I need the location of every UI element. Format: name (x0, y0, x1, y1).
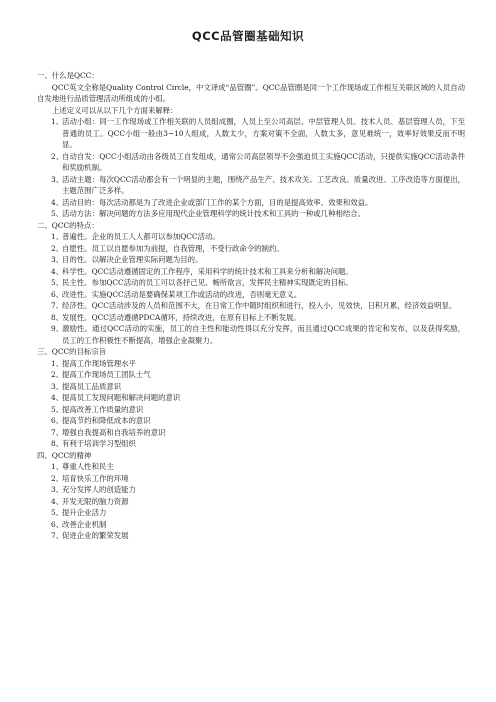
item-text: 科学性。QCC活动遵循固定的工作程序，采用科学的统计技术和工具来分析和解决问题。 (62, 266, 353, 276)
list-item (37, 415, 465, 427)
list-item (37, 427, 465, 439)
item-text: 提升企业活力 (62, 508, 107, 517)
item-text: 活动方法：解决问题的方法多应用现代企业管理科学的统计技术和工具的一种或几种相结合。 (62, 209, 366, 218)
list-item (37, 461, 465, 473)
item-text: 提高员工品质意识 (62, 381, 122, 391)
list-item (37, 289, 465, 301)
item-text: 尊重人性和民主 (62, 462, 114, 471)
item-number: 3、 (51, 485, 64, 494)
item-text: 自愿性。员工以自愿参加为前提，自我管理，不受行政命令的制约。 (62, 243, 284, 253)
list-item (37, 277, 465, 289)
item-number: 5、 (51, 209, 64, 218)
document-body (37, 70, 465, 542)
item-text: 发展性。QCC活动遵循PDCA循环，持续改进，在原有目标上不断发展。 (62, 312, 301, 322)
item-number: 4、 (51, 266, 64, 276)
item-text: 提高节约和降低成本的意识 (62, 416, 151, 425)
item-text: 培育快乐工作的环境 (62, 473, 129, 483)
item-number: 1、 (51, 358, 64, 368)
item-text: 有利于培训学习型组织 (62, 439, 136, 448)
list-item (37, 381, 465, 393)
list-item (37, 507, 465, 519)
list-item (37, 116, 465, 151)
item-text: 充分发挥人的创造能力 (62, 485, 136, 494)
item-text: 激励性。通过QCC活动的实施，员工的自主性和能动性得以充分发挥，而且通过QCC成果的肯定和发布，以及获得奖励，员工的工作积极性不断提高，增强企业凝聚力。 (62, 324, 465, 345)
item-number: 3、 (51, 381, 64, 391)
item-text: 提高工作现场管理水平 (62, 358, 136, 368)
item-number: 3、 (51, 174, 64, 184)
item-text: 自动自发：QCC小组活动由各级员工自发组成，通常公司高层领导不会强迫员工实施QCC活动，只提供实施QCC活动条件和奖励机制。 (62, 151, 465, 172)
section-1-intro: 上述定义可以从以下几个方面来解释： (51, 105, 178, 115)
list-item (37, 473, 465, 485)
item-text: 改善企业机制 (62, 519, 107, 529)
item-text: 提高工作现场员工团队士气 (62, 370, 151, 379)
item-number: 8、 (51, 439, 64, 448)
list-item (37, 151, 465, 174)
item-number: 6、 (51, 519, 64, 529)
list-item (37, 519, 465, 531)
section-1-heading: 一、什么是QCC： (37, 71, 99, 80)
list-item (37, 438, 465, 450)
list-item (37, 392, 465, 404)
list-item (37, 323, 465, 346)
section-3-heading: 三、QCC的目标宗旨 (37, 347, 107, 356)
item-number: 4、 (51, 393, 64, 402)
item-text: 提高改善工作质量的意识 (62, 404, 144, 414)
item-number: 5、 (51, 508, 64, 517)
item-text: 目的性。以解决企业管理实际问题为目的。 (62, 255, 203, 264)
list-item (37, 484, 465, 496)
item-text: 活动小组：同一工作现场或工作相关联的人员组成圈，人员上至公司高层、中层管理人员、技术人员、基层管理人员，下至普通的员工。QCC小组一般由3~10人组成，人数太少，方案对策不全面，人数太多，意见难统一，效率好效果反而不明显。 (62, 117, 465, 149)
item-number: 5、 (51, 404, 64, 414)
section-1-paragraph: QCC英文全称是Quality Control Circle，中文译成“品管圈”。QCC品管圈是同一个工作现场或工作相互关联区域的人员自动自发地进行品质管理活动所组成的小组。 (37, 82, 465, 103)
list-item (37, 404, 465, 416)
page-title: QCC品管圈基础知识 (191, 29, 305, 43)
item-text: 活动主题：每次QCC活动都会有一个明显的主题，围绕产品生产、技术攻关、工艺改良、质量改进、工序改造等方面提出，主题范围广泛多样。 (62, 174, 465, 195)
item-number: 2、 (51, 243, 64, 253)
item-number: 9、 (51, 324, 64, 333)
item-number: 1、 (51, 462, 64, 471)
item-text: 增强自我提高和自我培养的意识 (62, 427, 166, 437)
item-text: 经济性。QCC活动涉及的人员和范围不大，在日常工作中随时组织和进行，投入小，见效快，日积月累，经济效益明显。 (62, 301, 457, 310)
item-number: 7、 (51, 427, 64, 437)
item-number: 7、 (51, 531, 64, 540)
item-text: 促进企业的繁荣发展 (62, 531, 129, 540)
list-item (37, 496, 465, 508)
item-number: 2、 (51, 370, 64, 379)
item-number: 7、 (51, 301, 64, 310)
item-number: 4、 (51, 496, 64, 506)
list-item (37, 243, 465, 255)
item-number: 6、 (51, 416, 64, 425)
item-text: 开发无限的脑力资源 (62, 496, 129, 506)
item-text: 活动目的：每次活动都是为了改进企业或部门工作的某个方面，目的是提高效率、效果和效益。 (62, 197, 373, 207)
item-number: 1、 (51, 232, 64, 241)
item-number: 8、 (51, 312, 64, 322)
section-2-heading: 二、QCC的特点： (37, 220, 99, 230)
list-item (37, 530, 465, 542)
list-item (37, 369, 465, 381)
item-number: 4、 (51, 197, 64, 207)
list-item (37, 358, 465, 370)
item-number: 6、 (51, 289, 64, 299)
list-item (37, 197, 465, 209)
item-number: 2、 (51, 151, 64, 161)
item-text: 普遍性。企业的员工人人都可以参加QCC活动。 (62, 232, 220, 241)
list-item (37, 208, 465, 220)
item-number: 3、 (51, 255, 64, 264)
item-number: 2、 (51, 473, 64, 483)
item-number: 1、 (51, 117, 64, 126)
item-text: 改进性。实施QCC活动是要确保某项工作或活动的改进，否则毫无意义。 (62, 289, 302, 299)
list-item (37, 174, 465, 197)
list-item (37, 231, 465, 243)
item-text: 提高员工发现问题和解决问题的意识 (62, 393, 181, 402)
item-number: 5、 (51, 278, 64, 287)
section-4-heading: 四、QCC的精神 (37, 450, 92, 460)
list-item (37, 312, 465, 324)
list-item (37, 254, 465, 266)
list-item (37, 266, 465, 278)
list-item (37, 300, 465, 312)
item-text: 民主性。参加QCC活动的员工可以各抒己见、畅所欲言，发挥民主精神实现既定的目标。 (62, 278, 353, 287)
